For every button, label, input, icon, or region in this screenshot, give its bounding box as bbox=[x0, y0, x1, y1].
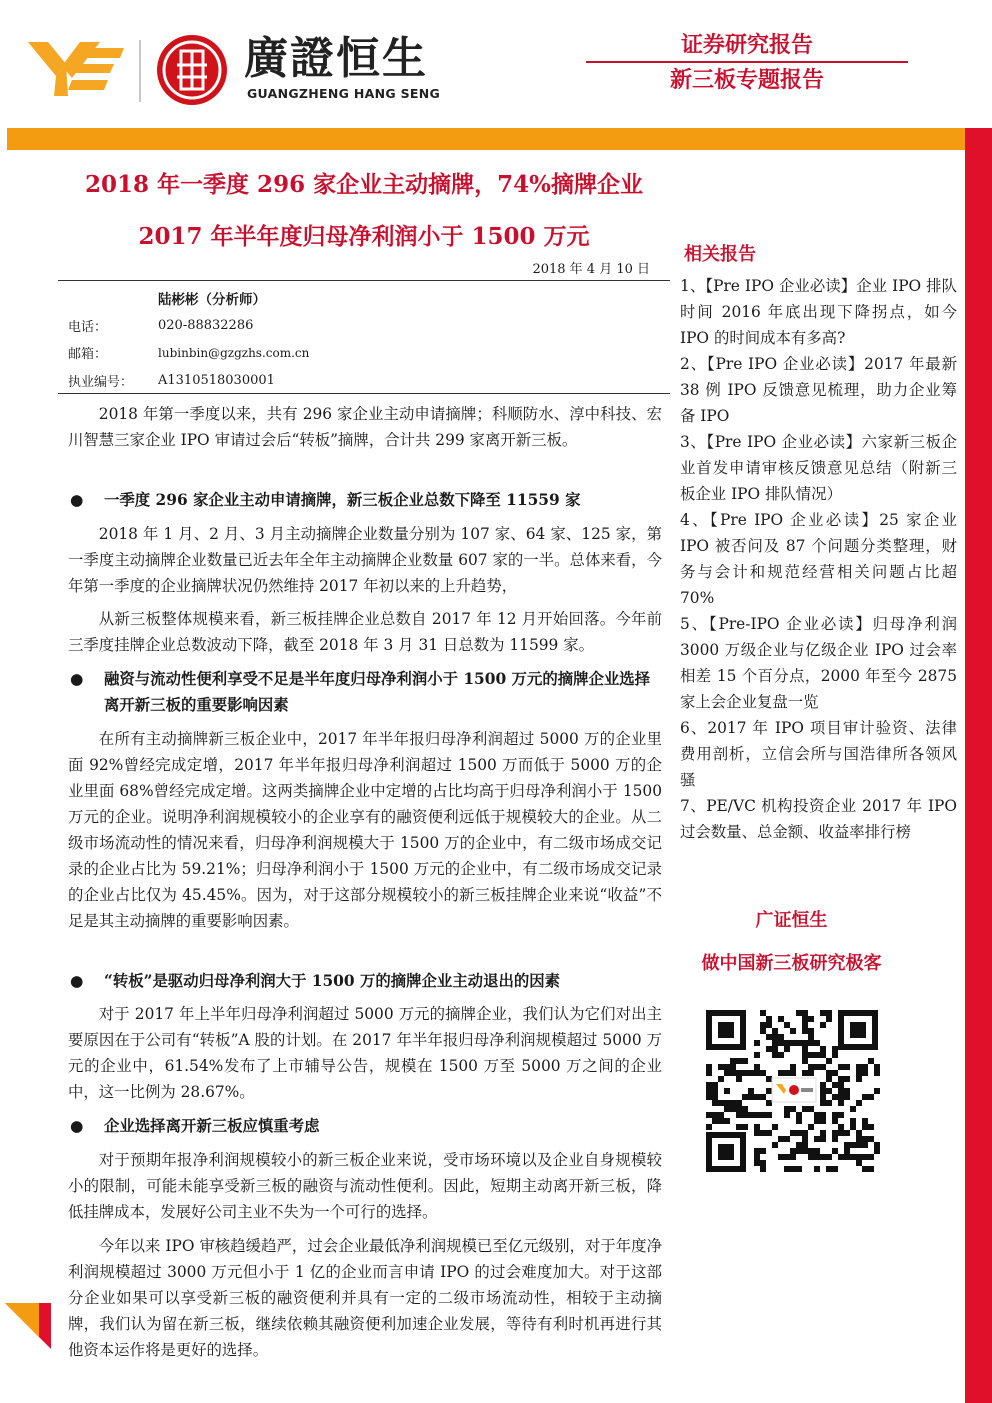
brand-name-cn: 廣證恒生 bbox=[244, 33, 428, 84]
body-paragraph-3: 从新三板整体规模来看，新三板挂牌企业总数自 2017 年 12 月开始回落。今年前三季度挂牌企业总数波动下降，截至 2018 年 3 月 31 日总数为 11599 家。 bbox=[68, 610, 662, 654]
bullet-dot-icon: ● bbox=[70, 972, 84, 990]
related-report-item[interactable]: 3、【Pre IPO 企业必读】六家新三板企业首发申请审核反馈意见总结（附新三板企业 IPO 排队情况） bbox=[680, 433, 957, 503]
section-bullet-4 bbox=[68, 1113, 662, 1139]
related-reports-heading: 相关报告 bbox=[684, 244, 756, 265]
email-value: lubinbin@gzgzhs.com.cn bbox=[158, 346, 310, 360]
related-report-item[interactable]: 6、2017 年 IPO 项目审计验资、法律费用剖析，立信会所与国浩律所各领风骚 bbox=[680, 719, 957, 789]
sidebar-slogan: 做中国新三板研究极客 bbox=[701, 953, 882, 974]
license-value: A1310518030001 bbox=[158, 373, 275, 388]
bullet-dot-icon: ● bbox=[70, 670, 84, 688]
related-report-item[interactable]: 2、【Pre IPO 企业必读】2017 年最新 38 例 IPO 反馈意见梳理，助力企业筹备 IPO bbox=[680, 355, 957, 425]
analyst-rule bbox=[58, 393, 670, 394]
report-title-line2: 2017 年半年度归母净利润小于 1500 万元 bbox=[138, 223, 590, 250]
phone-label: 电话： bbox=[68, 320, 108, 335]
body-paragraph-7: 今年以来 IPO 审核趋缓趋严，过会企业最低净利润规模已至亿元级别，对于年度净利润规模超过 3000 万元但小于 1 亿的企业而言申请 IPO 的过会难度加大。对于这部分企业如果可以享受新三板的融资便利并具有一定的二级市场流动性，相较于主动摘牌，我们认为留在新三板，继续依赖其融资便利加速企业发展，等待有利时机再进行其他资本运作将是更好的选择。 bbox=[68, 1237, 662, 1359]
report-type-rule bbox=[586, 61, 908, 63]
analyst-name: 陆彬彬（分析师） bbox=[158, 292, 266, 308]
section-bullet-3 bbox=[68, 968, 662, 994]
body-paragraph-5: 对于 2017 年上半年归母净利润超过 5000 万元的摘牌企业，我们认为它们对出主要原因在于公司有“转板”A 股的计划。在 2017 年半年报归母净利润规模超过 5000 万元的企业中，61.54%发布了上市辅导公告，规模在 1500 万至 5000 万之间的企业中，这一比例为 28.67%。 bbox=[68, 1005, 662, 1101]
body-paragraph-4: 在所有主动摘牌新三板企业中，2017 年半年报归母净利润超过 5000 万的企业里面 92%曾经完成定增，2017 年半年报归母净利润超过 1500 万而低于 5000 万的企业里面 68%曾经完成定增。这两类摘牌企业中定增的占比均高于归母净利润小于 1500 万元的企业。说明净利润规模较小的企业享有的融资便利远低于规模较大的企业。从二级市场流动性的情况来看，归母净利润规模大于 1500 万的企业中，有二级市场成交记录的企业占比为 59.21%；归母净利润小于 1500 万元的企业中，有二级市场成交记录的企业占比仅为 45.45%。因为，对于这部分规模较小的新三板挂牌企业来说“收益”不足是其主动摘牌的重要影响因素。 bbox=[68, 730, 662, 930]
related-report-item[interactable]: 7、PE/VC 机构投资企业 2017 年 IPO 过会数量、总金额、收益率排行榜 bbox=[680, 797, 957, 841]
section-bullet-1 bbox=[68, 487, 662, 513]
header-band-orange bbox=[7, 128, 992, 150]
section-heading-2: 融资与流动性便利享受不足是半年度归母净利润小于 1500 万元的摘牌企业选择离开新三板的重要影响因素 bbox=[104, 670, 651, 714]
ye-logo-icon bbox=[28, 40, 126, 96]
license-label: 执业编号： bbox=[68, 375, 134, 390]
section-bullet-2 bbox=[68, 666, 662, 718]
corner-triangle-icon bbox=[5, 1303, 51, 1349]
section-heading-3: “转板”是驱动归母净利润大于 1500 万的摘牌企业主动退出的因素 bbox=[104, 972, 561, 990]
brand-name-en: GUANGZHENG HANG SENG bbox=[247, 86, 441, 101]
related-report-item[interactable]: 1、【Pre IPO 企业必读】企业 IPO 排队时间 2016 年底出现下降拐点，如今 IPO 的时间成本有多高? bbox=[680, 277, 957, 347]
report-subtype: 新三板专题报告 bbox=[669, 68, 824, 93]
phone-value: 020-88832286 bbox=[158, 318, 254, 333]
logo-divider bbox=[139, 40, 141, 102]
section-heading-1: 一季度 296 家企业主动申请摘牌，新三板企业总数下降至 11559 家 bbox=[104, 491, 581, 509]
side-band-red bbox=[965, 150, 992, 1403]
body-paragraph-1: 2018 年第一季度以来，共有 296 家企业主动申请摘牌；科顺防水、淳中科技、宏川智慧三家企业 IPO 审请过会后“转板”摘牌，合计共 299 家离开新三板。 bbox=[68, 405, 662, 449]
header-band-red bbox=[965, 128, 992, 150]
email-label: 邮箱： bbox=[68, 347, 108, 362]
report-date: 2018 年 4 月 10 日 bbox=[532, 262, 650, 277]
related-report-item[interactable]: 4、【Pre IPO 企业必读】25 家企业 IPO 被否问及 87 个问题分类整理，财务与会计和规范经营相关问题占比超 70% bbox=[680, 511, 957, 607]
bullet-dot-icon: ● bbox=[70, 491, 84, 509]
body-paragraph-2: 2018 年 1 月、2 月、3 月主动摘牌企业数量分别为 107 家、64 家、125 家，第一季度主动摘牌企业数量已近去年全年主动摘牌企业数量 607 家的一半。总体来看，今年第一季度的企业摘牌状况仍然维持 2017 年初以来的上升趋势， bbox=[68, 525, 662, 595]
bullet-dot-icon: ● bbox=[70, 1117, 84, 1135]
date-rule bbox=[58, 280, 670, 281]
sidebar-brand: 广证恒生 bbox=[755, 910, 828, 931]
section-heading-4: 企业选择离开新三板应慎重考虑 bbox=[104, 1117, 320, 1135]
report-type: 证券研究报告 bbox=[680, 33, 813, 58]
seal-logo-icon bbox=[155, 33, 229, 107]
report-title-line1: 2018 年一季度 296 家企业主动摘牌，74%摘牌企业 bbox=[85, 171, 643, 198]
body-paragraph-6: 对于预期年报净利润规模较小的新三板企业来说，受市场环境以及企业自身规模较小的限制，可能未能享受新三板的融资与流动性便利。因此，短期主动离开新三板，降低挂牌成本，发展好公司主业不失为一个可行的选择。 bbox=[68, 1151, 662, 1221]
qr-code-icon bbox=[704, 1008, 880, 1174]
related-report-item[interactable]: 5、【Pre-IPO 企业必读】归母净利润 3000 万级企业与亿级企业 IPO 过会率相差 15 个百分点，2000 年至今 2875 家上会企业复盘一览 bbox=[680, 615, 957, 711]
